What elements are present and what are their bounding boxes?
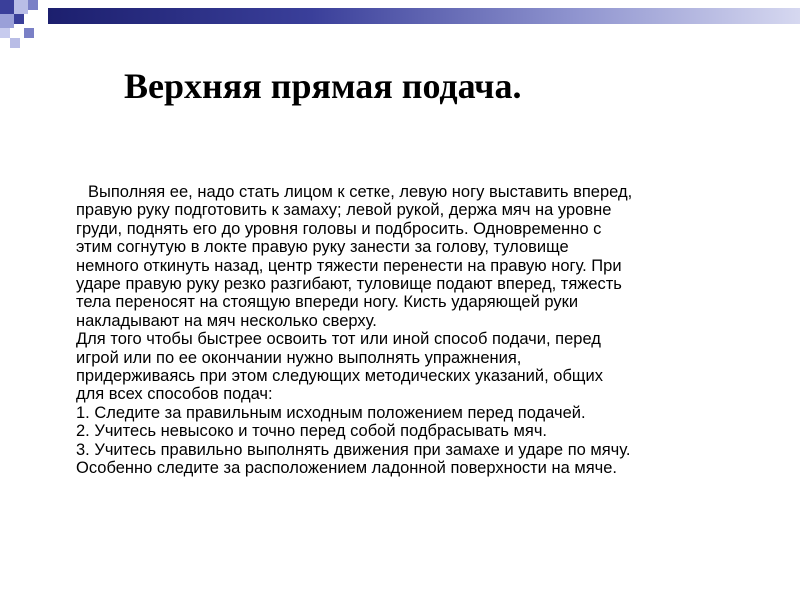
body-line: немного откинуть назад, центр тяжести перенести на правую ногу. При <box>76 256 622 275</box>
body-line: Особенно следите за расположением ладонной поверхности на мяче. <box>76 459 617 478</box>
body-line: ударе правую руку резко разгибают, туловище подают вперед, тяжесть <box>76 275 622 294</box>
body-line: груди, поднять его до уровня головы и подбросить. Одновременно с <box>76 219 602 238</box>
slide-title: Верхняя прямая подача. <box>124 66 522 106</box>
decor-square <box>0 0 14 14</box>
body-line: придерживаясь при этом следующих методических указаний, общих <box>76 367 603 386</box>
body-line: игрой или по ее окончании нужно выполнять упражнения, <box>76 348 522 367</box>
decor-square <box>14 0 28 14</box>
decor-square <box>14 14 24 24</box>
body-line: 3. Учитесь правильно выполнять движения при замахе и ударе по мячу. <box>76 440 631 459</box>
body-line: накладывают на мяч несколько сверху. <box>76 311 377 330</box>
decor-square <box>10 38 20 48</box>
slide-body-text <box>76 183 766 478</box>
body-line: 1. Следите за правильным исходным положением перед подачей. <box>76 403 586 422</box>
body-line: Выполняя ее, надо стать лицом к сетке, левую ногу выставить вперед, <box>88 183 633 201</box>
top-gradient-bar <box>48 8 800 24</box>
decor-square <box>0 14 14 28</box>
body-line: Для того чтобы быстрее освоить тот или иной способ подачи, перед <box>76 330 601 349</box>
decor-square <box>24 28 34 38</box>
body-line: тела переносят на стоящую впереди ногу. Кисть ударяющей руки <box>76 293 579 312</box>
body-line: 2. Учитесь невысоко и точно перед собой подбрасывать мяч. <box>76 422 547 441</box>
body-line: этим согнутую в локте правую руку занести за голову, туловище <box>76 238 569 257</box>
body-line: для всех способов подач: <box>76 385 273 404</box>
decor-square <box>0 28 10 38</box>
decor-square <box>28 0 38 10</box>
body-line: правую руку подготовить к замаху; левой рукой, держа мяч на уровне <box>76 201 612 220</box>
